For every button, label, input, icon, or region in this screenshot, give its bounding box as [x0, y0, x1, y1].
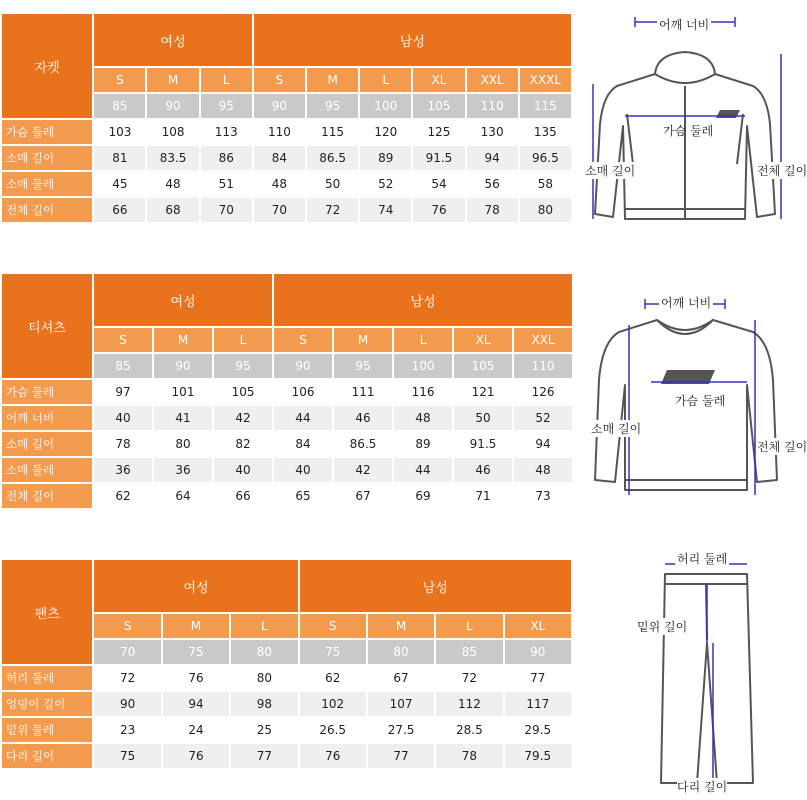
group-men: 남성 [274, 274, 572, 326]
table-cell: 84 [254, 146, 305, 170]
jacket-size-table [0, 12, 573, 224]
size-number: 80 [231, 640, 297, 664]
table-cell: 72 [436, 666, 502, 690]
size-header: XL [413, 68, 464, 92]
group-men: 남성 [254, 14, 571, 66]
table-cell: 120 [360, 120, 411, 144]
size-number: 85 [94, 354, 152, 378]
row-label: 밑위 둘레 [2, 718, 92, 742]
size-header: S [274, 328, 332, 352]
table-cell: 72 [94, 666, 160, 690]
table-cell: 67 [368, 666, 434, 690]
table-cell: 102 [300, 692, 366, 716]
table-cell: 79.5 [505, 744, 571, 768]
table-cell: 44 [274, 406, 332, 430]
table-row [2, 744, 571, 768]
table-cell: 24 [163, 718, 229, 742]
size-number: 90 [147, 94, 198, 118]
size-number: 80 [368, 640, 434, 664]
table-category: 티셔츠 [2, 274, 92, 378]
table-cell: 40 [274, 458, 332, 482]
table-cell: 44 [394, 458, 452, 482]
table-cell: 50 [307, 172, 358, 196]
size-number: 105 [454, 354, 512, 378]
table-row [2, 692, 571, 716]
row-label: 소매 둘레 [2, 172, 92, 196]
group-women: 여성 [94, 274, 272, 326]
table-cell: 83.5 [147, 146, 198, 170]
table-cell: 97 [94, 380, 152, 404]
table-cell: 62 [300, 666, 366, 690]
table-cell: 66 [94, 198, 145, 222]
table-cell: 86.5 [334, 432, 392, 456]
table-cell: 107 [368, 692, 434, 716]
table-cell: 125 [413, 120, 464, 144]
table-row [2, 120, 571, 144]
table-cell: 90 [94, 692, 160, 716]
table-cell: 76 [163, 744, 229, 768]
size-header: S [254, 68, 305, 92]
pants-illustration [635, 548, 785, 798]
size-header: XXL [467, 68, 518, 92]
table-cell: 77 [368, 744, 434, 768]
table-cell: 42 [334, 458, 392, 482]
table-row [2, 380, 572, 404]
size-header: M [334, 328, 392, 352]
size-number: 75 [300, 640, 366, 664]
size-number: 75 [163, 640, 229, 664]
size-header: S [300, 614, 366, 638]
size-header: L [394, 328, 452, 352]
table-cell: 76 [300, 744, 366, 768]
table-cell: 78 [467, 198, 518, 222]
table-cell: 108 [147, 120, 198, 144]
size-number: 85 [436, 640, 502, 664]
row-label: 소매 길이 [2, 432, 92, 456]
table-cell: 67 [334, 484, 392, 508]
table-cell: 113 [201, 120, 252, 144]
size-header: XXXL [520, 68, 571, 92]
shoulder-width-label: 어깨 너비 [661, 296, 712, 310]
total-length-label: 전체 길이 [757, 164, 807, 178]
table-cell: 23 [94, 718, 160, 742]
table-row [2, 172, 571, 196]
size-header: M [147, 68, 198, 92]
size-number: 95 [307, 94, 358, 118]
row-label: 전체 길이 [2, 198, 92, 222]
table-cell: 48 [394, 406, 452, 430]
table-cell: 101 [154, 380, 212, 404]
table-cell: 80 [231, 666, 297, 690]
size-number: 100 [360, 94, 411, 118]
chest-label: 가슴 둘레 [675, 394, 726, 408]
table-row [2, 666, 571, 690]
table-cell: 86 [201, 146, 252, 170]
table-cell: 110 [254, 120, 305, 144]
size-header: M [368, 614, 434, 638]
table-cell: 40 [94, 406, 152, 430]
sleeve-length-label: 소매 길이 [591, 422, 642, 436]
row-label: 전체 길이 [2, 484, 92, 508]
table-cell: 72 [307, 198, 358, 222]
table-cell: 96.5 [520, 146, 571, 170]
size-header: S [94, 68, 145, 92]
table-cell: 28.5 [436, 718, 502, 742]
table-cell: 81 [94, 146, 145, 170]
table-cell: 64 [154, 484, 212, 508]
size-header: S [94, 614, 160, 638]
table-cell: 78 [436, 744, 502, 768]
size-header: M [163, 614, 229, 638]
table-cell: 52 [514, 406, 572, 430]
total-length-label: 전체 길이 [757, 440, 807, 454]
sleeve-length-label: 소매 길이 [585, 164, 636, 178]
table-cell: 106 [274, 380, 332, 404]
size-number: 70 [94, 640, 160, 664]
table-cell: 111 [334, 380, 392, 404]
table-row [2, 198, 571, 222]
table-row [2, 484, 572, 508]
pants-size-table [0, 558, 573, 770]
size-number: 105 [413, 94, 464, 118]
table-cell: 74 [360, 198, 411, 222]
table-cell: 48 [254, 172, 305, 196]
table-cell: 69 [394, 484, 452, 508]
row-label: 허리 둘레 [2, 666, 92, 690]
table-cell: 54 [413, 172, 464, 196]
row-label: 소매 둘레 [2, 458, 92, 482]
table-cell: 50 [454, 406, 512, 430]
table-cell: 115 [307, 120, 358, 144]
table-row [2, 718, 571, 742]
row-label: 가슴 둘레 [2, 380, 92, 404]
table-row [2, 432, 572, 456]
table-cell: 76 [413, 198, 464, 222]
group-men: 남성 [300, 560, 571, 612]
table-cell: 29.5 [505, 718, 571, 742]
table-cell: 45 [94, 172, 145, 196]
table-cell: 26.5 [300, 718, 366, 742]
table-category: 자켓 [2, 14, 92, 118]
table-cell: 48 [514, 458, 572, 482]
table-cell: 103 [94, 120, 145, 144]
size-header: M [307, 68, 358, 92]
table-cell: 80 [154, 432, 212, 456]
leg-length-label: 다리 길이 [677, 780, 728, 794]
table-cell: 89 [360, 146, 411, 170]
row-label: 엉덩이 길이 [2, 692, 92, 716]
table-cell: 84 [274, 432, 332, 456]
table-cell: 68 [147, 198, 198, 222]
table-cell: 48 [147, 172, 198, 196]
table-cell: 62 [94, 484, 152, 508]
table-cell: 40 [214, 458, 272, 482]
table-cell: 66 [214, 484, 272, 508]
table-cell: 126 [514, 380, 572, 404]
table-cell: 46 [334, 406, 392, 430]
table-cell: 41 [154, 406, 212, 430]
pants-diagram [635, 548, 785, 798]
table-cell: 91.5 [454, 432, 512, 456]
row-label: 가슴 둘레 [2, 120, 92, 144]
waist-label: 허리 둘레 [677, 552, 728, 566]
size-number: 100 [394, 354, 452, 378]
size-header: L [201, 68, 252, 92]
table-cell: 65 [274, 484, 332, 508]
size-number: 110 [514, 354, 572, 378]
tshirt-diagram [585, 290, 807, 505]
table-cell: 25 [231, 718, 297, 742]
table-cell: 130 [467, 120, 518, 144]
table-cell: 46 [454, 458, 512, 482]
table-cell: 77 [505, 666, 571, 690]
row-label: 다리 길이 [2, 744, 92, 768]
table-cell: 51 [201, 172, 252, 196]
row-label: 어깨 너비 [2, 406, 92, 430]
table-cell: 56 [467, 172, 518, 196]
size-header: L [360, 68, 411, 92]
size-number: 115 [520, 94, 571, 118]
group-women: 여성 [94, 14, 252, 66]
size-number: 95 [334, 354, 392, 378]
table-cell: 58 [520, 172, 571, 196]
table-cell: 82 [214, 432, 272, 456]
size-number: 90 [274, 354, 332, 378]
size-header: XL [505, 614, 571, 638]
size-header: M [154, 328, 212, 352]
table-cell: 27.5 [368, 718, 434, 742]
size-header: L [231, 614, 297, 638]
rise-label: 밑위 길이 [637, 620, 688, 634]
size-header: XXL [514, 328, 572, 352]
row-label: 소매 길이 [2, 146, 92, 170]
table-cell: 89 [394, 432, 452, 456]
chest-label: 가슴 둘레 [663, 124, 714, 138]
size-number: 110 [467, 94, 518, 118]
size-number: 90 [154, 354, 212, 378]
table-cell: 86.5 [307, 146, 358, 170]
table-cell: 121 [454, 380, 512, 404]
size-header: L [214, 328, 272, 352]
table-cell: 78 [94, 432, 152, 456]
table-cell: 75 [94, 744, 160, 768]
table-cell: 77 [231, 744, 297, 768]
table-cell: 91.5 [413, 146, 464, 170]
table-cell: 52 [360, 172, 411, 196]
size-number: 95 [201, 94, 252, 118]
table-cell: 76 [163, 666, 229, 690]
table-cell: 36 [94, 458, 152, 482]
table-row [2, 406, 572, 430]
table-category: 팬츠 [2, 560, 92, 664]
table-cell: 112 [436, 692, 502, 716]
tshirt-size-table [0, 272, 574, 510]
table-cell: 42 [214, 406, 272, 430]
table-cell: 94 [467, 146, 518, 170]
size-number: 90 [505, 640, 571, 664]
table-cell: 117 [505, 692, 571, 716]
size-number: 85 [94, 94, 145, 118]
size-header: S [94, 328, 152, 352]
shoulder-width-label: 어깨 너비 [659, 18, 710, 32]
size-number: 95 [214, 354, 272, 378]
table-cell: 98 [231, 692, 297, 716]
table-cell: 105 [214, 380, 272, 404]
table-cell: 70 [201, 198, 252, 222]
size-header: XL [454, 328, 512, 352]
table-cell: 135 [520, 120, 571, 144]
table-cell: 71 [454, 484, 512, 508]
table-cell: 94 [514, 432, 572, 456]
group-women: 여성 [94, 560, 297, 612]
table-row [2, 458, 572, 482]
table-cell: 94 [163, 692, 229, 716]
table-row [2, 146, 571, 170]
table-cell: 70 [254, 198, 305, 222]
size-number: 90 [254, 94, 305, 118]
table-cell: 73 [514, 484, 572, 508]
table-cell: 36 [154, 458, 212, 482]
table-cell: 116 [394, 380, 452, 404]
size-header: L [436, 614, 502, 638]
table-cell: 80 [520, 198, 571, 222]
jacket-diagram [585, 14, 807, 234]
